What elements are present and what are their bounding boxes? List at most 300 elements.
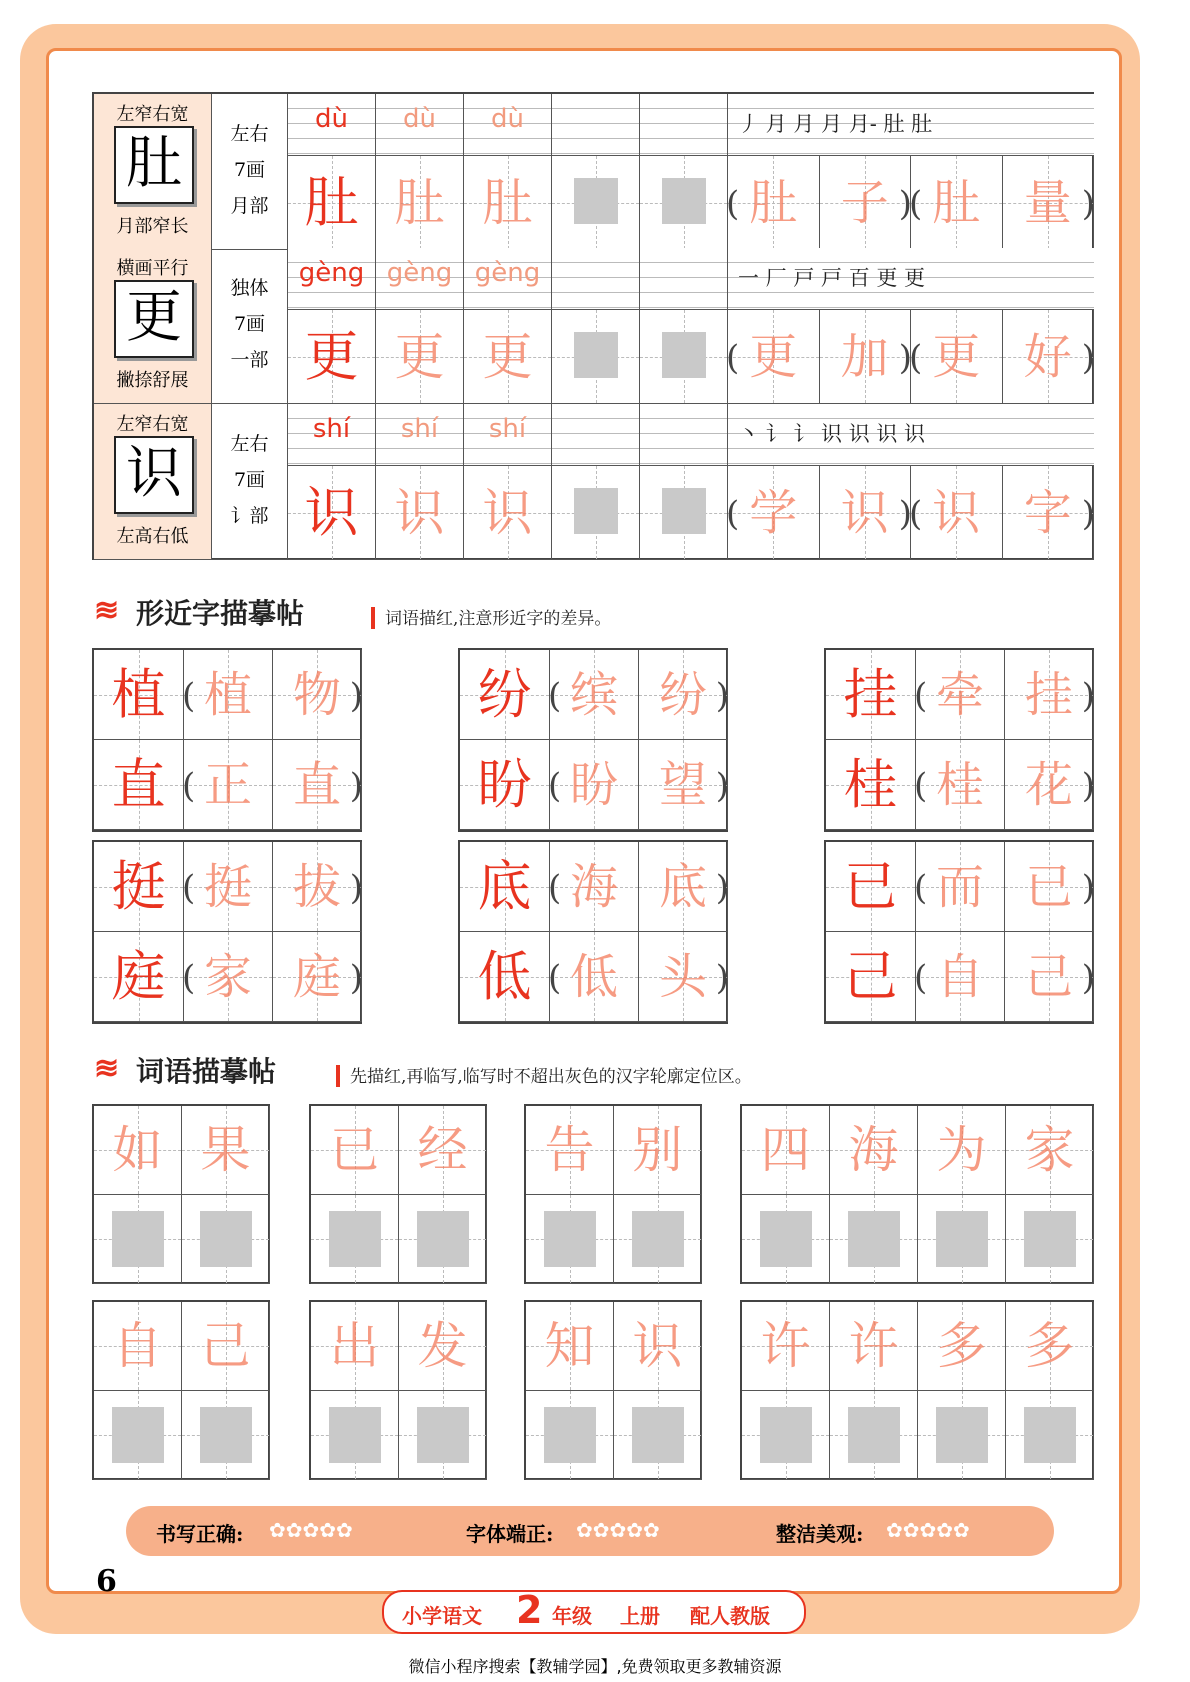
model-char: 直 (111, 752, 166, 816)
copy-cell (1006, 1195, 1094, 1284)
trace-char: 已 (329, 1121, 380, 1179)
outline-box (848, 1407, 900, 1463)
trace-char: 许 (760, 1317, 811, 1375)
practice-cell (552, 310, 640, 404)
copy-cell (1006, 1391, 1094, 1480)
tip-top: 左窄右宽 (116, 104, 189, 125)
paren: ) (349, 868, 363, 908)
trace-char: 多 (936, 1317, 987, 1375)
tip-bottom: 左高右低 (116, 526, 189, 547)
rating-label-clean: 整洁美观: (776, 1522, 864, 1546)
model-cell (460, 842, 550, 932)
word-cell (911, 466, 1003, 560)
stroke-count: 7画 (233, 159, 266, 181)
trace-char: 识 (840, 484, 889, 541)
trace-cell (182, 1302, 270, 1391)
rating-label-correct: 书写正确: (156, 1522, 244, 1546)
outline-box (200, 1407, 252, 1463)
word-cell (728, 466, 820, 560)
trace-char: 识 (394, 483, 445, 542)
trace-char: 四 (760, 1121, 811, 1179)
model-cell (460, 932, 550, 1022)
model-char: 桂 (843, 752, 898, 816)
model-char: 盼 (477, 752, 532, 816)
word-group (740, 1300, 1094, 1480)
model-cell (826, 932, 916, 1022)
section-title: 词语描摹帖 (136, 1055, 277, 1088)
paren: ( (182, 958, 196, 998)
grade-label: 年级 (552, 1604, 592, 1628)
model-cell (94, 932, 184, 1022)
trace-char: 己 (1024, 948, 1073, 1005)
radical-label: 讠部 (230, 505, 269, 527)
char-info (212, 404, 288, 560)
model-cell (826, 650, 916, 740)
trace-char: 家 (1024, 1121, 1075, 1179)
model-cell (460, 740, 550, 830)
char-info (212, 94, 288, 250)
page-number: 6 (96, 1564, 117, 1599)
trace-cell (1006, 1302, 1094, 1391)
paren: ) (898, 184, 912, 224)
structure-label: 左右 (230, 433, 269, 455)
section-wave-icon: ≋ (94, 593, 120, 628)
model-char: 底 (477, 854, 532, 918)
trace-cell (399, 1302, 487, 1391)
watermark: 微信小程序搜索【教辅学园】,免费领取更多教辅资源 (408, 1657, 782, 1676)
model-cell (460, 650, 550, 740)
pinyin-cell (552, 404, 640, 466)
model-char: 纷 (477, 662, 532, 726)
trace-cell (399, 1106, 487, 1195)
section-divider (371, 607, 375, 629)
paren: ( (726, 184, 740, 224)
stroke-practice-table (92, 92, 1094, 560)
trace-cell (1005, 650, 1094, 740)
practice-cell (640, 466, 728, 560)
trace-char: 花 (1024, 756, 1073, 813)
trace-cell (1006, 1106, 1094, 1195)
paren: ) (1081, 676, 1095, 716)
trace-cell (639, 740, 728, 830)
model-cell (94, 842, 184, 932)
outline-box (417, 1211, 469, 1267)
flower-icons: ✿✿✿✿✿ (576, 1518, 660, 1542)
char-box (114, 280, 194, 358)
trace-char: 量 (1023, 174, 1072, 231)
paren: ) (349, 958, 363, 998)
similar-group (824, 648, 1094, 832)
model-cell (94, 740, 184, 830)
copy-cell (182, 1391, 270, 1480)
trace-char: 如 (112, 1121, 163, 1179)
paren: ( (726, 494, 740, 534)
trace-char: 更 (749, 328, 798, 385)
pinyin-cell (640, 248, 728, 310)
outline-box (112, 1211, 164, 1267)
trace-cell (526, 1302, 614, 1391)
word-cell (728, 310, 820, 404)
word-group (309, 1300, 487, 1480)
practice-cell (376, 466, 464, 560)
outline-box (662, 332, 706, 378)
trace-char: 植 (203, 666, 252, 723)
paren: ( (182, 868, 196, 908)
trace-char: 子 (840, 174, 889, 231)
trace-cell (184, 842, 273, 932)
trace-cell (311, 1106, 399, 1195)
trace-cell (639, 842, 728, 932)
section-note: 先描红,再临写,临写时不超出灰色的汉字轮廓定位区。 (350, 1067, 752, 1087)
pinyin-cell (464, 404, 552, 466)
practice-cell (288, 156, 376, 250)
practice-cell (288, 310, 376, 404)
word-group (740, 1104, 1094, 1284)
paren: ( (548, 766, 562, 806)
outline-box (417, 1407, 469, 1463)
trace-char: 挺 (203, 858, 252, 915)
trace-char: 自 (935, 948, 984, 1005)
trace-char: 学 (749, 484, 798, 541)
trace-char: 肚 (394, 173, 445, 232)
tip-panel (94, 94, 212, 250)
pinyin-text: gèng (386, 258, 453, 288)
trace-char: 识 (632, 1317, 683, 1375)
outline-box (1024, 1211, 1076, 1267)
word-cell (728, 156, 820, 250)
pinyin-cell (288, 94, 376, 156)
trace-char: 知 (544, 1317, 595, 1375)
trace-char: 桂 (935, 756, 984, 813)
trace-char: 好 (1023, 328, 1072, 385)
trace-cell (273, 842, 362, 932)
pinyin-cell (464, 94, 552, 156)
outline-box (574, 332, 618, 378)
practice-cell (640, 310, 728, 404)
pinyin-cell (376, 404, 464, 466)
trace-char: 己 (200, 1317, 251, 1375)
trace-char: 果 (200, 1121, 251, 1179)
word-cell (820, 156, 912, 250)
trace-cell (742, 1302, 830, 1391)
trace-cell (550, 740, 639, 830)
pinyin-cell (552, 94, 640, 156)
paren: ( (548, 868, 562, 908)
char-info (212, 248, 288, 404)
paren: ) (898, 494, 912, 534)
tip-char: 肚 (126, 131, 182, 196)
outline-box (329, 1211, 381, 1267)
stroke-order: 一 厂 戸 戸 百 更 更 (738, 266, 926, 290)
stroke-count: 7画 (233, 469, 266, 491)
pinyin-cell (640, 404, 728, 466)
trace-char: 缤 (569, 666, 618, 723)
paren: ) (1081, 494, 1095, 534)
word-cell (1003, 310, 1095, 404)
trace-char: 盼 (569, 756, 618, 813)
word-group (92, 1300, 270, 1480)
model-char: 挂 (843, 662, 898, 726)
trace-char: 为 (936, 1121, 987, 1179)
stroke-order: 丿 月 月 月 月- 肚 肚 (738, 112, 933, 136)
outline-box (760, 1211, 812, 1267)
trace-cell (1005, 932, 1094, 1022)
word-cell (1003, 156, 1095, 250)
copy-cell (830, 1195, 918, 1284)
trace-char: 识 (482, 483, 533, 542)
edition-label: 配人教版 (690, 1604, 770, 1628)
copy-cell (742, 1195, 830, 1284)
trace-cell (614, 1302, 702, 1391)
paren: ( (914, 676, 928, 716)
word-cell (911, 156, 1003, 250)
trace-char: 发 (417, 1317, 468, 1375)
paren: ) (1081, 184, 1095, 224)
pinyin-cell (640, 94, 728, 156)
trace-cell (916, 650, 1005, 740)
pinyin-cell (288, 404, 376, 466)
copy-cell (94, 1195, 182, 1284)
trace-char: 自 (112, 1317, 163, 1375)
outline-box (936, 1211, 988, 1267)
trace-cell (1005, 842, 1094, 932)
stroke-count: 7画 (233, 313, 266, 335)
book-title: 小学语文 (402, 1604, 482, 1628)
tip-panel (94, 404, 212, 560)
trace-char: 识 (932, 484, 981, 541)
copy-cell (526, 1391, 614, 1480)
trace-cell (526, 1106, 614, 1195)
paren: ( (914, 766, 928, 806)
paren: ( (909, 494, 923, 534)
section-divider (336, 1065, 340, 1087)
trace-char: 多 (1024, 1317, 1075, 1375)
outline-box (632, 1211, 684, 1267)
trace-cell (742, 1106, 830, 1195)
paren: ( (548, 958, 562, 998)
char-box (114, 126, 194, 204)
copy-cell (399, 1391, 487, 1480)
pinyin-text: dù (315, 104, 348, 134)
outline-box (632, 1407, 684, 1463)
trace-char: 物 (292, 666, 341, 723)
pinyin-text: shí (312, 414, 351, 444)
pinyin-cell (288, 248, 376, 310)
practice-cell (288, 466, 376, 560)
trace-cell (614, 1106, 702, 1195)
copy-cell (182, 1195, 270, 1284)
trace-cell (184, 932, 273, 1022)
trace-char: 告 (544, 1121, 595, 1179)
trace-cell (184, 650, 273, 740)
trace-cell (830, 1302, 918, 1391)
trace-cell (184, 740, 273, 830)
trace-cell (639, 932, 728, 1022)
trace-cell (94, 1106, 182, 1195)
model-char: 低 (477, 944, 532, 1008)
section-title: 形近字描摹帖 (136, 597, 305, 630)
trace-cell (916, 932, 1005, 1022)
trace-cell (273, 740, 362, 830)
pinyin-cell (376, 248, 464, 310)
trace-char: 纷 (658, 666, 707, 723)
trace-cell (550, 842, 639, 932)
paren: ) (715, 958, 729, 998)
trace-char: 牵 (935, 666, 984, 723)
trace-cell (830, 1106, 918, 1195)
outline-box (574, 178, 618, 224)
model-char: 肚 (304, 170, 359, 234)
pinyin-cell (552, 248, 640, 310)
outline-box (936, 1407, 988, 1463)
trace-char: 海 (569, 858, 618, 915)
trace-char: 庭 (292, 948, 341, 1005)
word-cell (1003, 466, 1095, 560)
trace-char: 而 (935, 858, 984, 915)
similar-group (458, 840, 728, 1024)
word-group (309, 1104, 487, 1284)
trace-cell (1005, 740, 1094, 830)
practice-cell (640, 156, 728, 250)
model-char: 庭 (111, 944, 166, 1008)
copy-cell (526, 1195, 614, 1284)
model-cell (826, 740, 916, 830)
paren: ) (1081, 868, 1095, 908)
trace-cell (182, 1106, 270, 1195)
trace-char: 肚 (749, 174, 798, 231)
trace-char: 直 (292, 756, 341, 813)
stroke-order-cell (728, 248, 1094, 310)
outline-box (1024, 1407, 1076, 1463)
stroke-order-cell (728, 94, 1094, 156)
practice-cell (464, 466, 552, 560)
paren: ( (182, 676, 196, 716)
tip-bottom: 撇捺舒展 (116, 370, 189, 391)
practice-cell (552, 156, 640, 250)
stroke-order-cell (728, 404, 1094, 466)
trace-char: 低 (569, 948, 618, 1005)
paren: ) (349, 676, 363, 716)
trace-char: 望 (658, 756, 707, 813)
trace-char: 许 (848, 1317, 899, 1375)
tip-panel (94, 248, 212, 404)
trace-char: 肚 (932, 174, 981, 231)
paren: ) (349, 766, 363, 806)
outline-box (544, 1211, 596, 1267)
word-group (524, 1300, 702, 1480)
section-note: 词语描红,注意形近字的差异。 (385, 609, 612, 629)
paren: ) (715, 766, 729, 806)
pinyin-text: gèng (474, 258, 541, 288)
practice-cell (376, 310, 464, 404)
paren: ) (1081, 958, 1095, 998)
paren: ( (726, 338, 740, 378)
similar-group (458, 648, 728, 832)
trace-char: 海 (848, 1121, 899, 1179)
trace-cell (916, 842, 1005, 932)
pinyin-cell (376, 94, 464, 156)
model-char: 识 (304, 480, 359, 544)
practice-cell (464, 156, 552, 250)
paren: ) (898, 338, 912, 378)
model-char: 更 (304, 324, 359, 388)
similar-group (92, 840, 362, 1024)
structure-label: 独体 (230, 277, 269, 299)
trace-char: 字 (1023, 484, 1072, 541)
word-cell (911, 310, 1003, 404)
char-box (114, 436, 194, 514)
pinyin-text: dù (403, 104, 436, 134)
copy-cell (399, 1195, 487, 1284)
pinyin-cell (464, 248, 552, 310)
practice-cell (376, 156, 464, 250)
outline-box (848, 1211, 900, 1267)
flower-icons: ✿✿✿✿✿ (886, 1518, 970, 1542)
grade-number: 2 (516, 1588, 543, 1632)
trace-cell (639, 650, 728, 740)
trace-char: 经 (417, 1121, 468, 1179)
paren: ( (548, 676, 562, 716)
copy-cell (94, 1391, 182, 1480)
trace-char: 加 (840, 328, 889, 385)
trace-char: 头 (658, 948, 707, 1005)
trace-cell (550, 932, 639, 1022)
copy-cell (614, 1195, 702, 1284)
paren: ( (182, 766, 196, 806)
similar-group (92, 648, 362, 832)
model-cell (94, 650, 184, 740)
copy-cell (742, 1391, 830, 1480)
model-cell (826, 842, 916, 932)
word-group (524, 1104, 702, 1284)
trace-char: 底 (658, 858, 707, 915)
outline-box (112, 1407, 164, 1463)
trace-char: 拔 (292, 858, 341, 915)
paren: ( (909, 338, 923, 378)
pinyin-text: gèng (298, 258, 365, 288)
radical-label: 月部 (230, 195, 269, 217)
trace-cell (550, 650, 639, 740)
trace-char: 肚 (482, 173, 533, 232)
section-wave-icon: ≋ (94, 1051, 120, 1086)
paren: ) (715, 676, 729, 716)
tip-top: 横画平行 (116, 258, 189, 279)
paren: ) (1081, 338, 1095, 378)
similar-group (824, 840, 1094, 1024)
outline-box (329, 1407, 381, 1463)
radical-label: 一部 (230, 349, 269, 371)
model-char: 挺 (111, 854, 166, 918)
copy-cell (311, 1195, 399, 1284)
model-char: 植 (111, 662, 166, 726)
paren: ( (909, 184, 923, 224)
paren: ) (715, 868, 729, 908)
volume-label: 上册 (620, 1604, 660, 1628)
trace-char: 更 (932, 328, 981, 385)
trace-cell (311, 1302, 399, 1391)
copy-cell (918, 1195, 1006, 1284)
outline-box (760, 1407, 812, 1463)
paren: ) (1081, 766, 1095, 806)
tip-top: 左窄右宽 (116, 414, 189, 435)
trace-cell (273, 932, 362, 1022)
tip-bottom: 月部窄长 (116, 216, 189, 237)
trace-cell (273, 650, 362, 740)
rating-bar (126, 1506, 1054, 1556)
trace-char: 已 (1024, 858, 1073, 915)
outline-box (574, 488, 618, 534)
trace-cell (918, 1106, 1006, 1195)
